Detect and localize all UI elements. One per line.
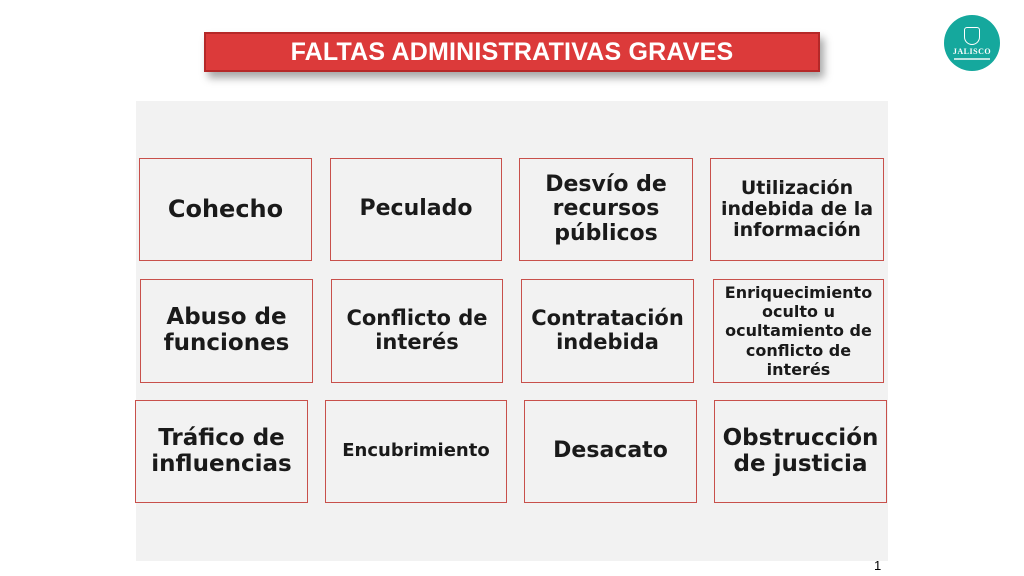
item-box: Conflicto de interés xyxy=(331,279,503,383)
logo-text: JALISCO xyxy=(952,46,992,56)
jalisco-logo xyxy=(944,15,1000,71)
item-box: Desvío de recursos públicos xyxy=(519,158,693,261)
jalisco-seal-icon xyxy=(964,27,980,45)
logo-tagline-line xyxy=(954,58,990,60)
item-box: Tráfico de influencias xyxy=(135,400,308,503)
item-box: Cohecho xyxy=(139,158,312,261)
title-banner xyxy=(204,32,820,72)
item-box: Contratación indebida xyxy=(521,279,694,383)
item-box: Abuso de funciones xyxy=(140,279,313,383)
item-box: Enriquecimiento oculto u ocultamiento de conflicto de interés xyxy=(713,279,884,383)
item-box: Peculado xyxy=(330,158,502,261)
item-box: Utilización indebida de la información xyxy=(710,158,884,261)
item-box: Encubrimiento xyxy=(325,400,507,503)
item-box: Obstrucción de justicia xyxy=(714,400,887,503)
slide-title: FALTAS ADMINISTRATIVAS GRAVES xyxy=(290,37,734,66)
page-number: 1 xyxy=(874,558,882,573)
item-box: Desacato xyxy=(524,400,697,503)
